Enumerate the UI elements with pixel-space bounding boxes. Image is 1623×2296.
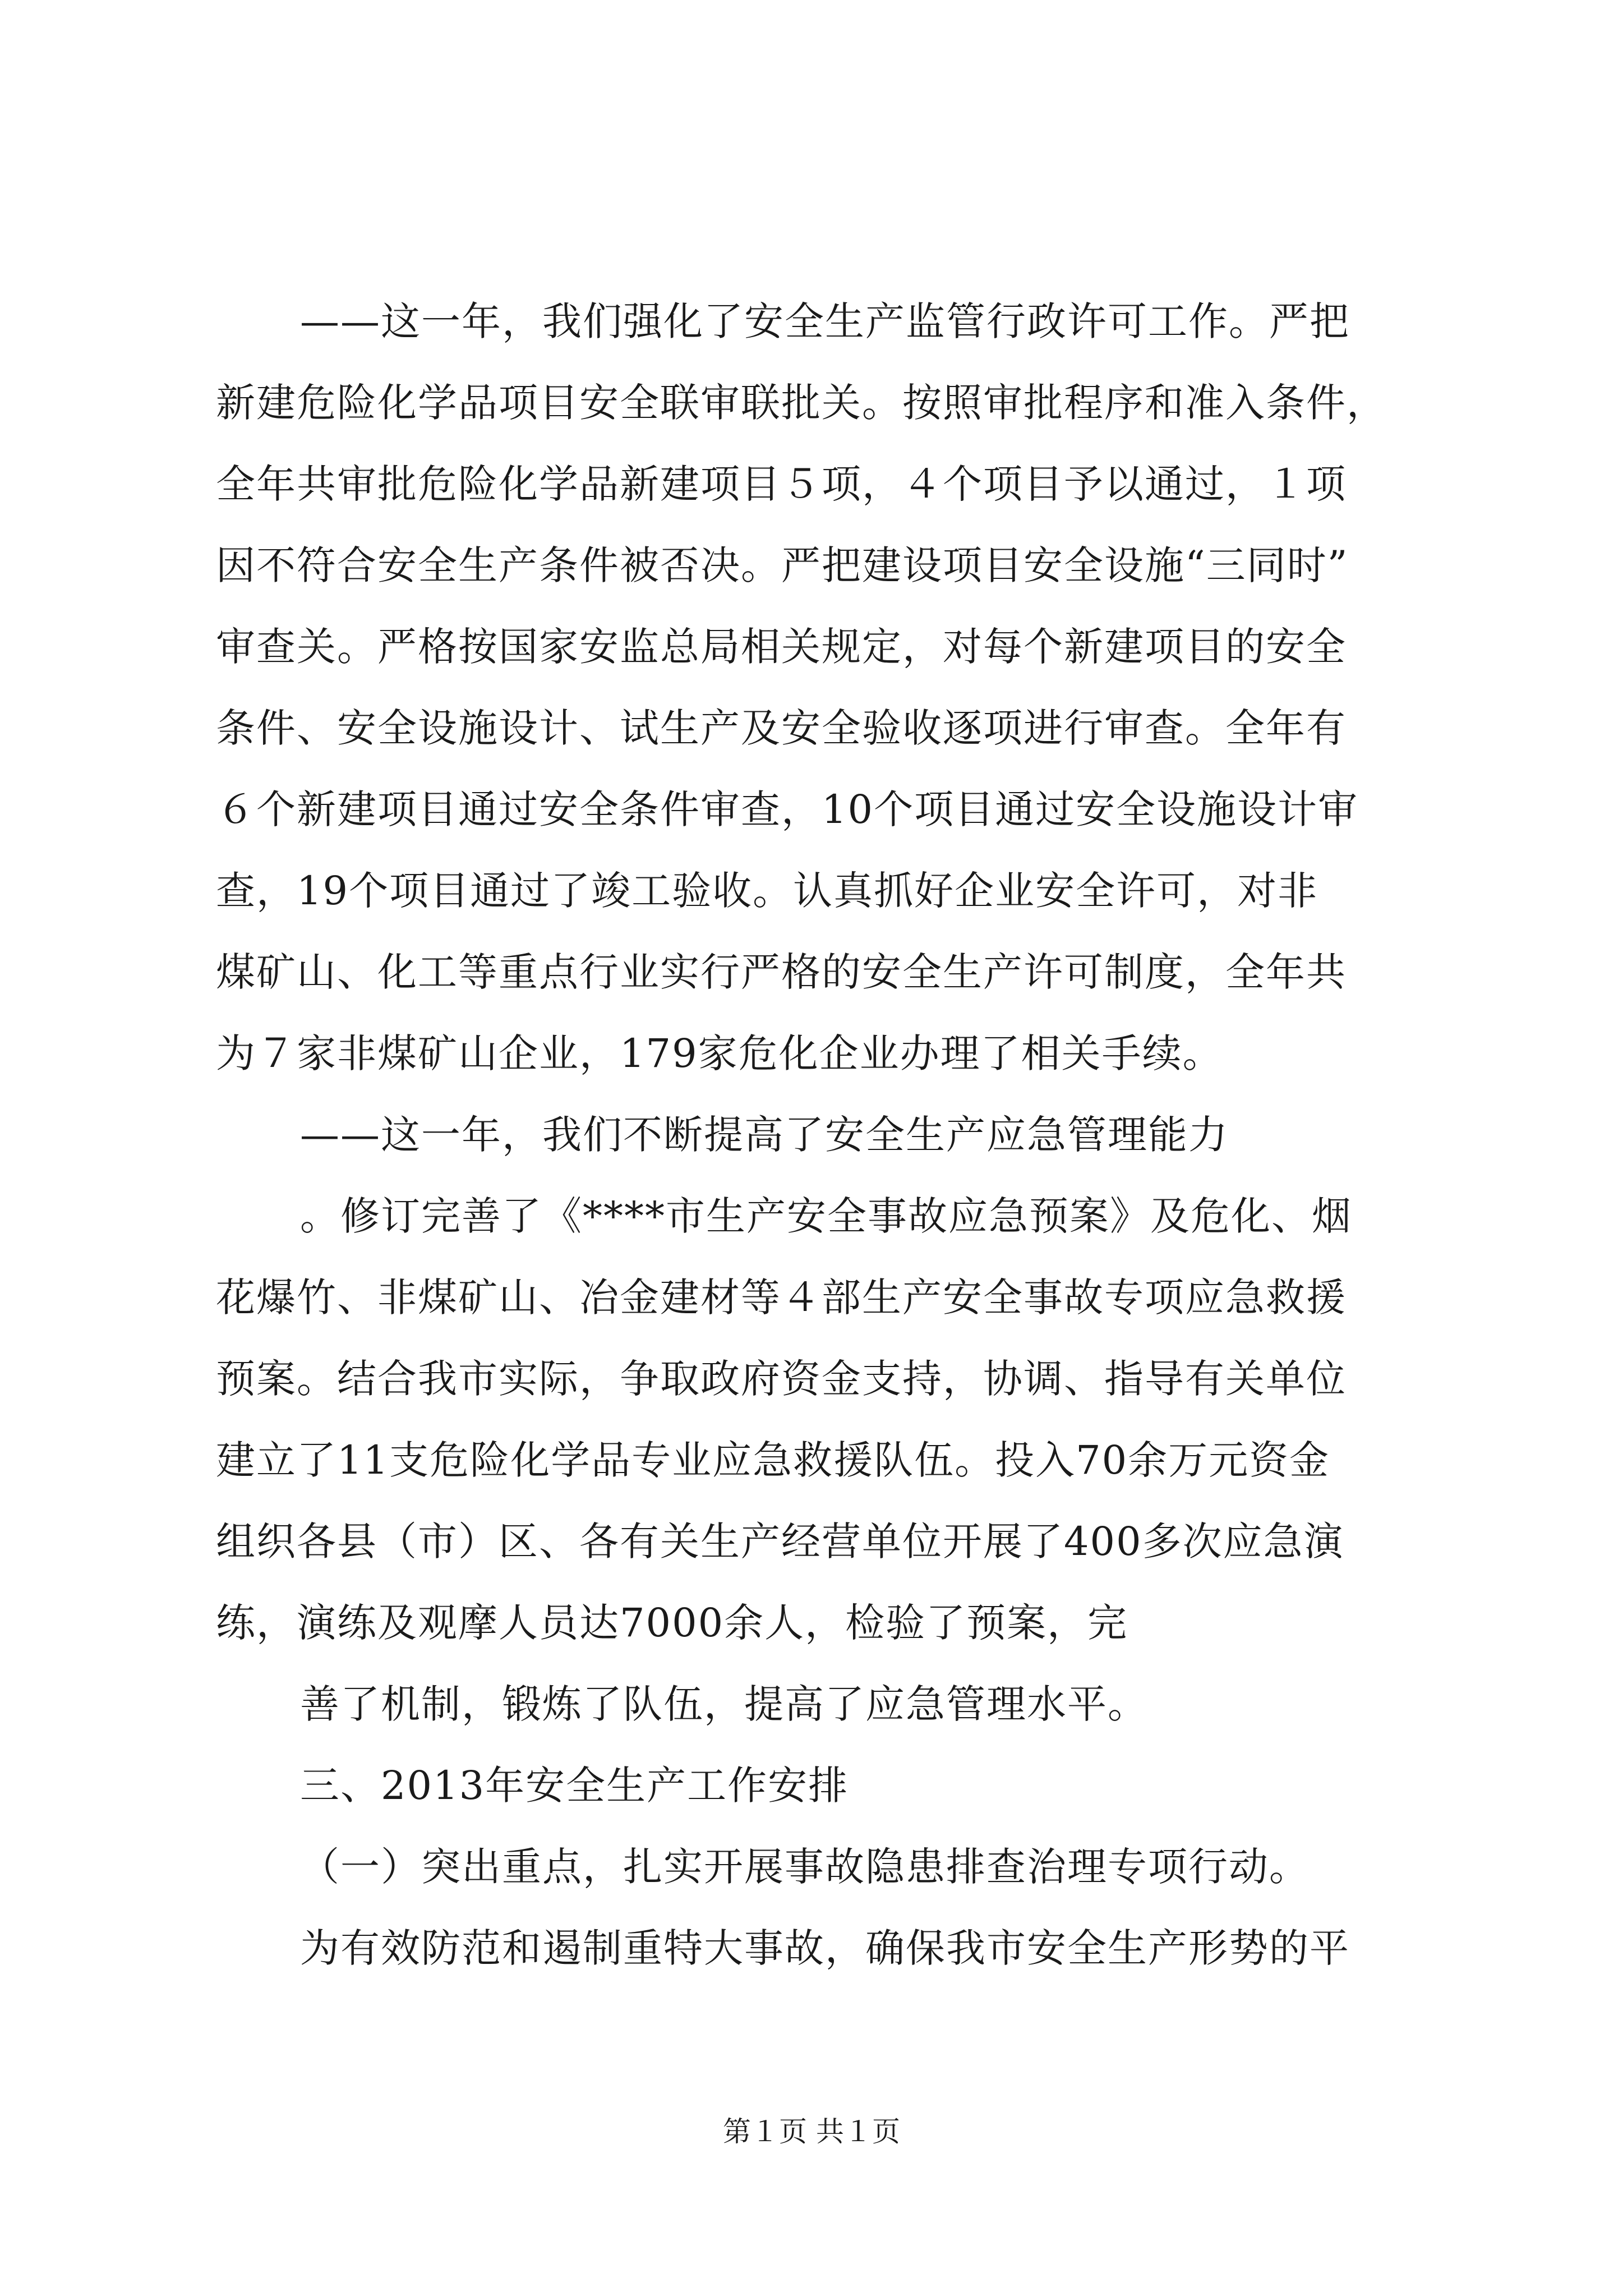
text-line-12: 。修订完善了《****市生产安全事故应急预案》及危化、烟	[300, 1193, 1352, 1239]
text-line-4: 因不符合安全生产条件被否决。严把建设项目安全设施“三同时”	[216, 542, 1349, 588]
text-line-5: 审查关。严格按国家安监总局相关规定，对每个新建项目的安全	[216, 624, 1347, 670]
text-line-14: 预案。结合我市实际，争取政府资金支持，协调、指导有关单位	[216, 1356, 1347, 1402]
text-line-17: 练，演练及观摩人员达7000余人，检验了预案，完	[216, 1600, 1128, 1646]
page-footer: 第１页 共１页	[723, 2115, 900, 2148]
text-line-6: 条件、安全设施设计、试生产及安全验收逐项进行审查。全年有	[216, 705, 1347, 751]
text-line-16: 组织各县（市）区、各有关生产经营单位开展了400多次应急演	[216, 1519, 1344, 1565]
text-line-10: 为７家非煤矿山企业，179家危化企业办理了相关手续。	[216, 1030, 1223, 1076]
section-heading: 三、2013年安全生产工作安排	[300, 1763, 849, 1809]
text-line-21: 为有效防范和遏制重特大事故，确保我市安全生产形势的平	[300, 1925, 1350, 1971]
text-line-3: 全年共审批危险化学品新建项目５项，４个项目予以通过，１项	[216, 461, 1347, 507]
text-line-7: ６个新建项目通过安全条件审查，10个项目通过安全设施设计审	[216, 786, 1359, 832]
text-line-15: 建立了11支危险化学品专业应急救援队伍。投入70余万元资金	[216, 1437, 1330, 1483]
text-line-11: ——这一年，我们不断提高了安全生产应急管理能力	[300, 1112, 1229, 1158]
text-line-9: 煤矿山、化工等重点行业实行严格的安全生产许可制度，全年共	[216, 949, 1347, 995]
text-line-13: 花爆竹、非煤矿山、冶金建材等４部生产安全事故专项应急救援	[216, 1274, 1347, 1320]
text-line-2: 新建危险化学品项目安全联审联批关。按照审批程序和准入条件，	[216, 380, 1387, 426]
text-line-1: ——这一年，我们强化了安全生产监管行政许可工作。严把	[300, 298, 1350, 344]
subsection-heading: （一）突出重点，扎实开展事故隐患排查治理专项行动。	[300, 1844, 1310, 1890]
text-line-8: 查，19个项目通过了竣工验收。认真抓好企业安全许可，对非	[216, 868, 1318, 914]
text-line-18: 善了机制，锻炼了队伍，提高了应急管理水平。	[300, 1681, 1148, 1727]
